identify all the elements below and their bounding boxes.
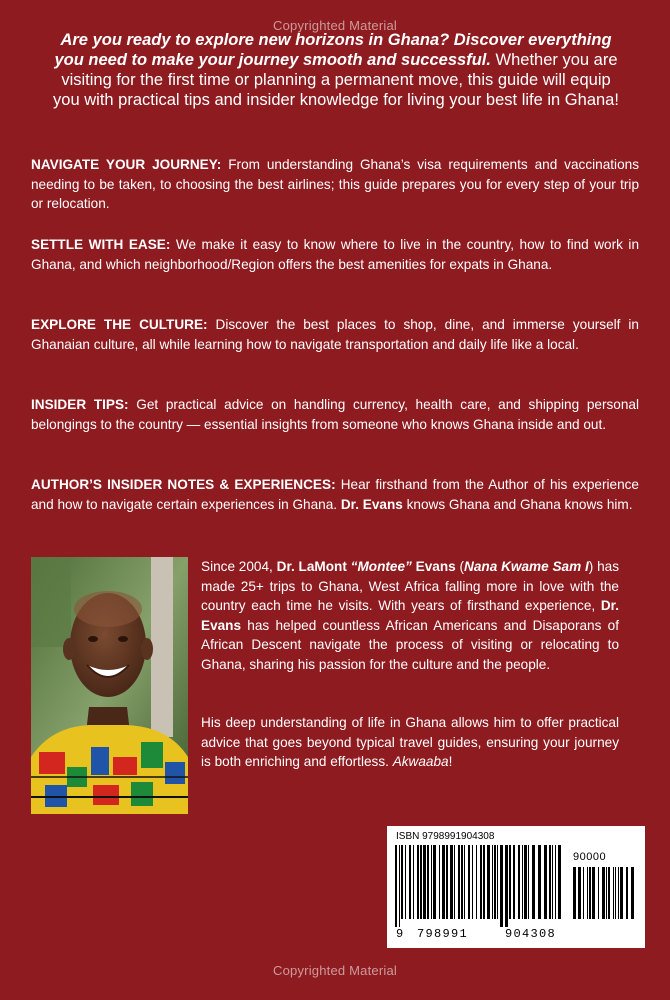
isbn-label: ISBN 9798991904308 [396,831,495,842]
intro-rest: Whether you are visiting for the first time or planning a permanent move, this guide will equip you with practical tips and insider knowledge for living your best life in Ghana! [53,51,619,109]
section-insider-tips [31,395,639,434]
price-code: 90000 [573,851,607,863]
bio-text: has helped countless African Americans and Disaporans of African Descent navigate the process of visiting or relocating to Ghana, sharing his passion for the culture and the people. [201,617,619,672]
section-text: From understanding Ghana’s visa requirements and vaccinations needing to be taken, to choosing the best airlines; this guide prepares you for every step of your trip or relocation. [31,157,639,212]
barcode-digits-group-2: 904308 [505,927,557,941]
bio-author-name-2: Dr. Evans [201,598,619,633]
barcode-bar [497,845,498,919]
barcode-bar [431,845,432,919]
barcode-bar [461,845,463,919]
barcode-bar [480,845,482,919]
barcode-bar [578,867,581,919]
barcode-bar [409,845,411,919]
barcode-bar [420,845,422,919]
bio-author-title [464,559,589,574]
section-heading: INSIDER TIPS: [31,397,129,412]
barcode-bar [544,845,547,919]
barcode-bar [450,845,453,919]
barcode-bar [505,845,508,927]
section-heading: NAVIGATE YOUR JOURNEY: [31,157,222,172]
bio-nickname-italic: “Montee” [350,559,412,574]
section-text: Hear firsthand from the Author of his experience and how to navigate certain experiences in Ghana. [31,477,639,512]
author-name-bold: Dr. Evans [340,496,403,512]
barcode-bar [618,867,619,919]
barcode-bar [464,845,465,919]
intro-paragraph [50,30,622,110]
barcode-bar [439,845,440,919]
barcode-bar [620,867,623,919]
barcode-bar [538,845,541,919]
section-heading: EXPLORE THE CULTURE: [31,317,208,332]
intro-bold-italic: Are you ready to explore new horizons in Ghana? Discover everything you need to make your journey smooth and successful. [54,31,612,69]
bio-author-surname: Evans [411,559,456,574]
barcode-bar [399,845,400,927]
barcode-bar [555,845,556,919]
bio-author-nickname [351,559,412,574]
barcode-bar [532,845,535,919]
author-photo [31,557,188,814]
barcode-bar [405,845,406,919]
barcode-bar [472,845,473,919]
barcode-bar [631,867,634,919]
author-bio-paragraph-2 [201,713,619,772]
barcode-bar [592,867,595,919]
addon-barcode-bars [573,867,635,927]
barcode-bar [476,845,477,919]
section-navigate [31,155,639,214]
barcode-bar [442,845,445,919]
barcode-bar [487,845,490,919]
isbn-barcode [387,826,645,948]
barcode-bar [518,845,520,919]
barcode-digits-group-1: 798991 [417,927,469,941]
barcode-bar [413,845,414,919]
barcode-bar [494,845,496,919]
ean-barcode-bars [395,845,565,927]
section-text: Discover the best places to shop, dine, and immerse yourself in Ghanaian culture, all while learning how to navigate transportation and daily life like a local. [31,317,639,352]
watermark-top: Copyrighted Material [273,18,397,33]
barcode-bar [589,867,591,919]
bio-text: ! [448,754,453,770]
barcode-bar [598,867,599,919]
barcode-bar [552,845,553,919]
barcode-bar [483,845,485,919]
barcode-bar [454,845,455,919]
barcode-bar [423,845,426,919]
barcode-bar [458,845,460,919]
barcode-bar [401,845,403,919]
barcode-bar [522,845,523,919]
section-explore [31,315,639,354]
barcode-bar [583,867,584,919]
barcode-bar [558,845,561,919]
barcode-bar [549,845,551,919]
section-settle [31,235,639,274]
barcode-bar [446,845,448,919]
barcode-bar [587,867,588,919]
barcode-bar [626,867,628,919]
section-author-notes [31,475,639,514]
watermark-bottom: Copyrighted Material [273,963,397,978]
barcode-bar [427,845,429,919]
barcode-bar [509,845,511,919]
barcode-bar [468,845,470,919]
barcode-digit-first: 9 [396,927,405,941]
barcode-bar [573,867,576,919]
barcode-bar [492,845,493,919]
barcode-bar [433,845,436,919]
barcode-bar [606,867,607,919]
barcode-bar [602,867,605,919]
section-heading: AUTHOR’S INSIDER NOTES & EXPERIENCES: [31,477,336,492]
author-bio-paragraph-1 [201,557,619,675]
barcode-bar [615,867,616,919]
barcode-bar [500,845,503,927]
bio-title-italic: Nana Kwame Sam I [464,559,589,574]
bio-text: ) has made 25+ trips to Ghana, West Africa falling more in love with the country each time he visits. With years of firsthand experience, [201,559,619,614]
barcode-bar [528,845,529,919]
bio-text: ( [455,559,465,574]
section-heading: SETTLE WITH EASE: [31,237,171,252]
barcode-bar [513,845,515,919]
bio-author-name: Dr. LaMont [276,559,351,574]
bio-text: His deep understanding of life in Ghana allows him to offer practical advice that goes beyond typical travel guides, ensuring your journey is both enriching and effortless. [201,715,619,770]
barcode-bar [613,867,614,919]
bio-akwaaba: Akwaaba [392,754,449,770]
bio-text: Since 2004, [201,559,277,574]
barcode-bar [524,845,527,919]
barcode-bar [417,845,419,919]
section-text: We make it easy to know where to live in the country, how to find work in Ghana, and which neighborhood/Region offers the best amenities for expats in Ghana. [31,237,640,272]
barcode-bar [608,867,610,919]
section-text: knows Ghana and Ghana knows him. [402,496,633,512]
section-text: Get practical advice on handling currency, health care, and shipping personal belongings to the country — essential insights from someone who knows Ghana inside and out. [31,397,639,432]
barcode-bar [395,845,397,927]
